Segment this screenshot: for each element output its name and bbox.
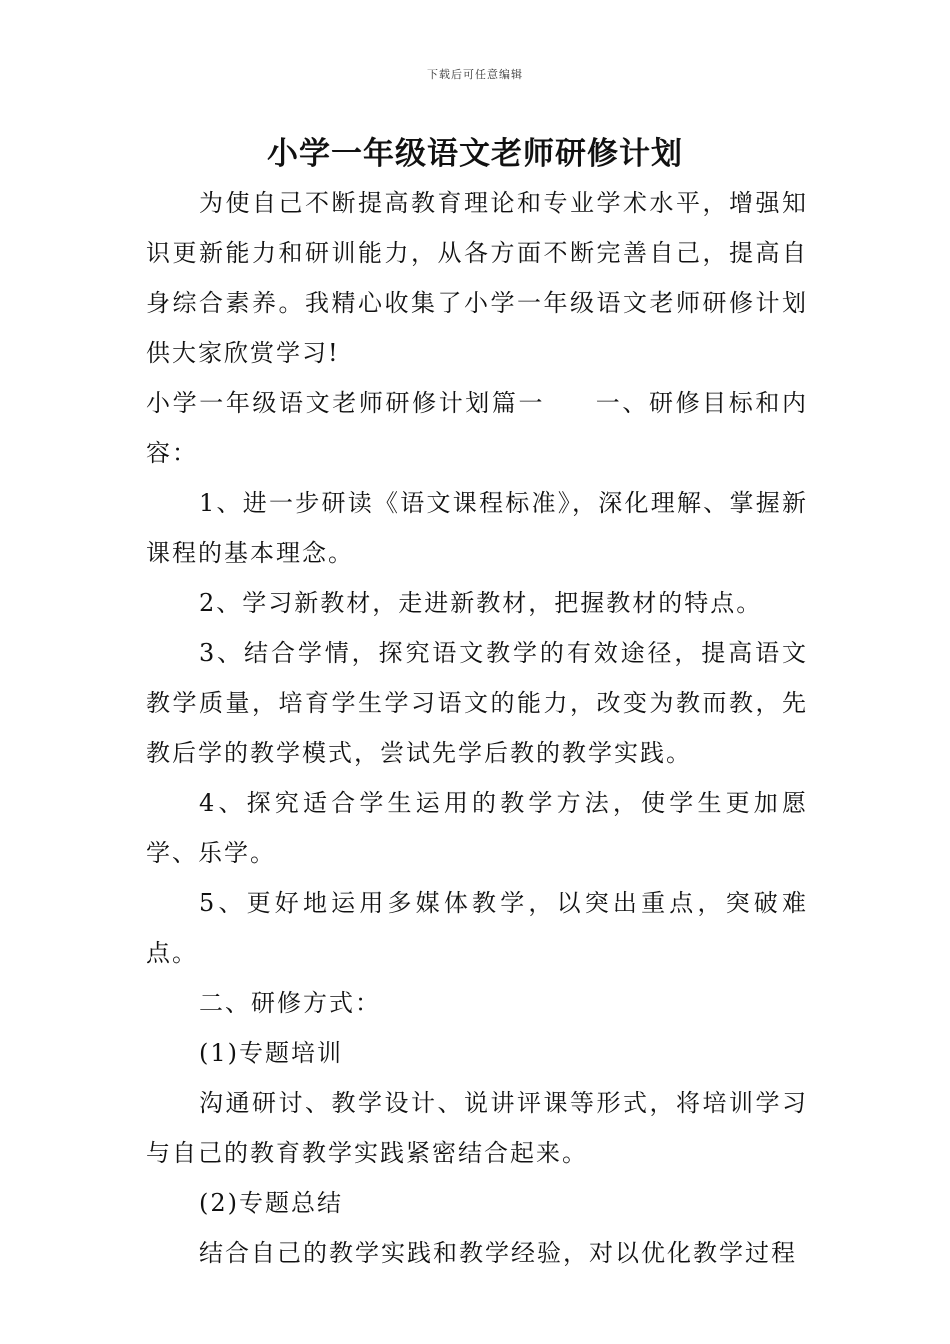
list-item: 1、进一步研读《语文课程标准》，深化理解、掌握新课程的基本理念。 (146, 489, 808, 567)
section-label: 小学一年级语文老师研修计划篇一 (146, 389, 546, 417)
section-two-heading: 二、研修方式： (199, 989, 381, 1017)
subsection-one-heading: (1)专题培训 (199, 1039, 343, 1067)
subsection-two-heading: (2)专题总结 (199, 1189, 343, 1217)
list-item: 5、更好地运用多媒体教学，以突出重点，突破难点。 (146, 889, 808, 967)
page-header-note: 下载后可任意编辑 (427, 68, 523, 81)
list-item: 2、学习新教材，走进新教材，把握教材的特点。 (199, 589, 763, 617)
section-one-line (146, 378, 808, 478)
document-body (146, 178, 808, 1278)
subsection-one-text: 沟通研讨、教学设计、说讲评课等形式，将培训学习与自己的教育教学实践紧密结合起来。 (146, 1089, 808, 1167)
intro-paragraph: 为使自己不断提高教育理论和专业学术水平，增强知识更新能力和研训能力，从各方面不断完善自己，提高自身综合素养。我精心收集了小学一年级语文老师研修计划供大家欣赏学习! (146, 189, 808, 367)
section-heading: 一、研修目标和内容： (146, 389, 809, 467)
subsection-two-text: 结合自己的教学实践和教学经验，对以优化教学过程 (199, 1239, 797, 1267)
document-title: 小学一年级语文老师研修计划 (267, 136, 683, 172)
list-item: 3、结合学情，探究语文教学的有效途径，提高语文教学质量，培育学生学习语文的能力，改变为教而教，先教后学的教学模式，尝试先学后教的教学实践。 (146, 639, 808, 767)
list-item: 4、探究适合学生运用的教学方法，使学生更加愿学、乐学。 (146, 789, 808, 867)
